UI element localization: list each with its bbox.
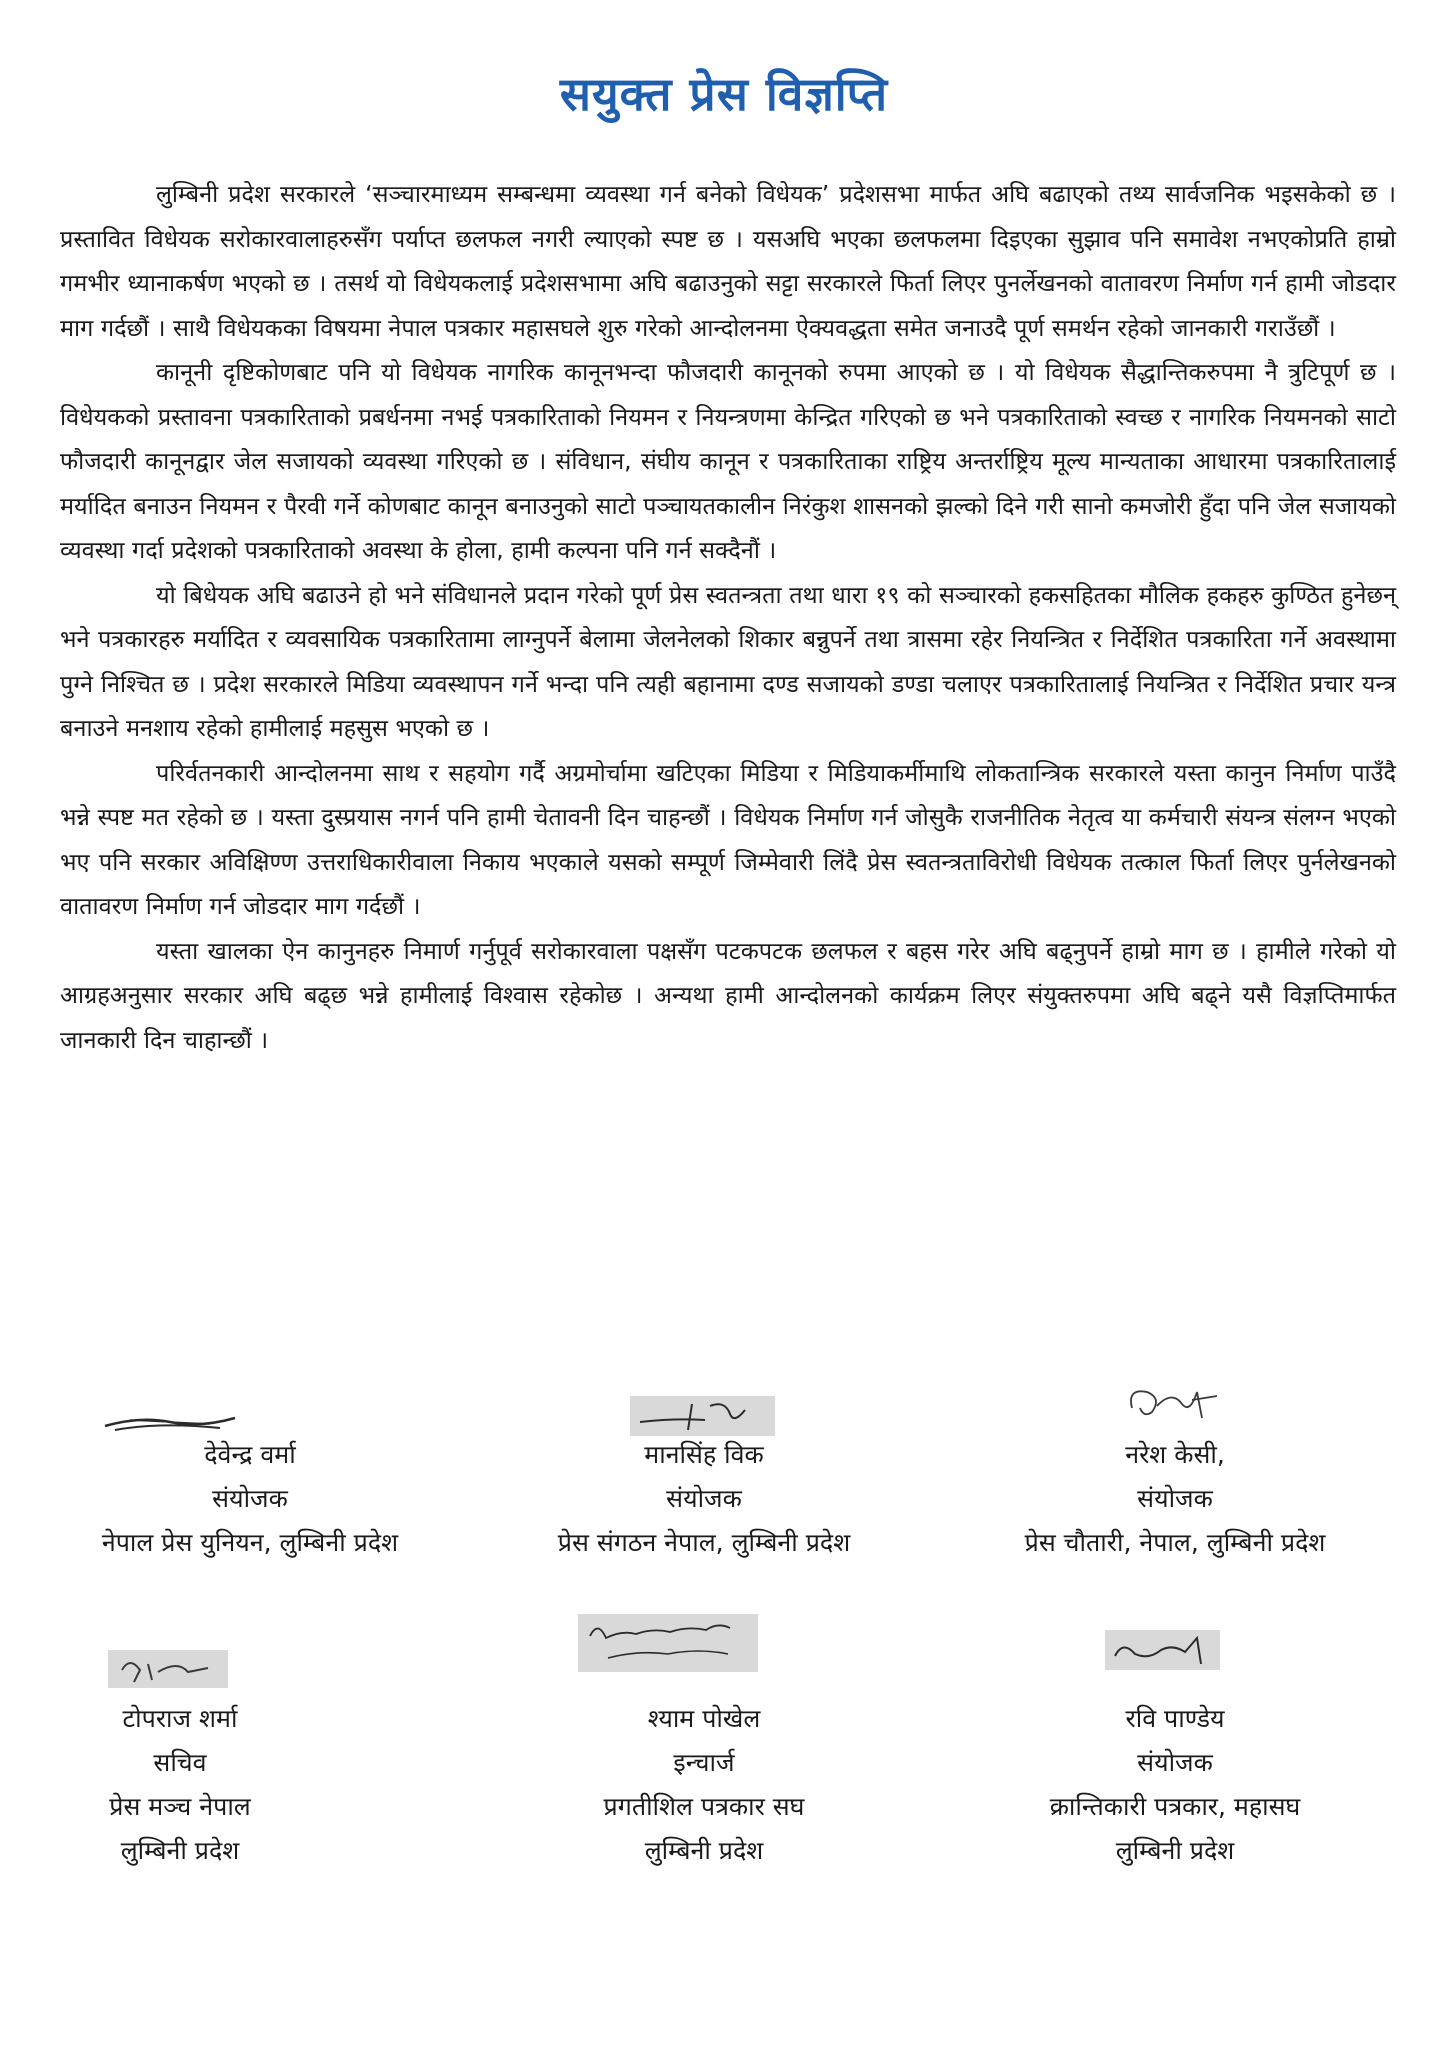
- signatory-block-4: [50, 1697, 310, 1873]
- signatory-org-line2: लुम्बिनी प्रदेश: [120, 1836, 240, 1865]
- signatory-org: नेपाल प्रेस युनियन, लुम्बिनी प्रदेश: [101, 1528, 399, 1557]
- signatory-block-2: [504, 1433, 904, 1565]
- paragraph-2: कानूनी दृष्टिकोणबाट पनि यो विधेयक नागरिक कानूनभन्दा फौजदारी कानूनको रुपमा आएको छ । यो विधेयक सैद्धान्तिकरुपमा नै त्रुटिपूर्ण छ । विधेयकको प्रस्तावना पत्रकारिताको प्रबर्धनमा नभई पत्रकारिताको नियमन र नियन्त्रणमा केन्द्रित गरिएको छ भने पत्रकारिताको स्वच्छ र नागरिक नियमनको साटो फौजदारी कानूनद्वार जेल सजायको व्यवस्था गरिएको छ । संविधान, संघीय कानून र पत्रकारिताका राष्ट्रिय अन्तर्राष्ट्रिय मूल्य मान्यताका आधारमा पत्रकारितालाई मर्यादित बनाउन नियमन र पैरवी गर्ने कोणबाट कानून बनाउनुको साटो पञ्चायतकालीन निरंकुश शासनको झल्को दिने गरी सानो कमजोरी हुँदा पनि जेल सजायको व्यवस्था गर्दा प्रदेशको पत्रकारिताको अवस्था के होला, हामी कल्पना पनि गर्न सक्दैनौं ।: [60, 358, 1396, 564]
- signatory-role: संयोजक: [1137, 1484, 1213, 1513]
- signatory-role: इन्चार्ज: [673, 1748, 735, 1777]
- paragraph-4: परिर्वतनकारी आन्दोलनमा साथ र सहयोग गर्दै अग्रमोर्चामा खटिएका मिडिया र मिडियाकर्मीमाथि लोकतान्त्रिक सरकारले यस्ता कानुन निर्माण पाउँदै भन्ने स्पष्ट मत रहेको छ । यस्ता दुस्प्रयास नगर्न पनि हामी चेतावनी दिन चाहन्छौं । विधेयक निर्माण गर्न जोसुकै राजनीतिक नेतृत्व या कर्मचारी संयन्त्र संलग्न भएको भए पनि सरकार अविक्षिण्ण उत्तराधिकारीवाला निकाय भएकाले यसको सम्पूर्ण जिम्मेवारी लिंदै प्रेस स्वतन्त्रताविरोधी विधेयक तत्काल फिर्ता लिएर पुर्नलेखनको वातावरण निर्माण गर्न जोडदार माग गर्दछौं ।: [60, 758, 1396, 920]
- paragraph-1: लुम्बिनी प्रदेश सरकारले ‘सञ्चारमाध्यम सम्बन्धमा व्यवस्था गर्न बनेको विधेयक’ प्रदेशसभा मार्फत अघि बढाएको तथ्य सार्वजनिक भइसकेको छ । प्रस्तावित विधेयक सरोकारवालाहरुसँग पर्याप्त छलफल नगरी ल्याएको स्पष्ट छ । यसअघि भएका छलफलमा दिइएका सुझाव पनि समावेश नभएकोप्रति हाम्रो गमभीर ध्यानाकर्षण भएको छ । तसर्थ यो विधेयकलाई प्रदेशसभामा अघि बढाउनुको सट्टा सरकारले फिर्ता लिएर पुनर्लेखनको वातावरण निर्माण गर्न हामी जोडदार माग गर्दछौं । साथै विधेयकका विषयमा नेपाल पत्रकार महासघले शुरु गरेको आन्दोलनमा ऐक्यवद्धता समेत जनाउदै पूर्ण समर्थन रहेको जानकारी गराउँछौं ।: [60, 180, 1396, 342]
- signatory-name: रवि पाण्डेय: [1125, 1704, 1225, 1733]
- signatory-org: प्रेस मञ्च नेपाल: [109, 1792, 251, 1821]
- signatory-name: टोपराज शर्मा: [122, 1704, 238, 1733]
- signature-shyam-pokhrel: [578, 1614, 758, 1672]
- press-release-title: सयुक्त प्रेस विज्ञप्ति: [559, 67, 889, 121]
- signatory-role: सचिव: [153, 1748, 207, 1777]
- signature-naresh-kc: [1122, 1378, 1222, 1428]
- paragraph-5: यस्ता खालका ऐन कानुनहरु निमार्ण गर्नुपूर्व सरोकारवाला पक्षसँग पटकपटक छलफल र बहस गरेर अघि बढ्नुपर्ने हाम्रो माग छ । हामीले गरेको यो आग्रहअनुसार सरकार अघि बढ्छ भन्ने हामीलाई विश्वास रहेकोछ । अन्यथा हामी आन्दोलनको कार्यक्रम लिएर संयुक्तरुपमा अघि बढ्ने यसै विज्ञप्तिमार्फत जानकारी दिन चाहान्छौं ।: [60, 936, 1396, 1054]
- signatory-org-line2: लुम्बिनी प्रदेश: [644, 1836, 764, 1865]
- signatory-name: मानसिंह विक: [644, 1440, 764, 1469]
- signature-topraj-sharma: [108, 1650, 228, 1688]
- signatory-org: प्रगतीशिल पत्रकार सघ: [603, 1792, 805, 1821]
- signatory-block-6: [975, 1697, 1375, 1873]
- signatory-block-3: [965, 1433, 1385, 1565]
- signatory-block-1: [50, 1433, 450, 1565]
- signatory-name: नरेश केसी,: [1125, 1440, 1225, 1469]
- signatory-role: संयोजक: [666, 1484, 742, 1513]
- signatory-role: संयोजक: [212, 1484, 288, 1513]
- signatory-name: देवेन्द्र वर्मा: [204, 1440, 296, 1469]
- signatory-org: क्रान्तिकारी पत्रकार, महासघ: [1049, 1792, 1301, 1821]
- signatory-org: प्रेस चौतारी, नेपाल, लुम्बिनी प्रदेश: [1024, 1528, 1326, 1557]
- press-release-body: [60, 172, 1396, 1062]
- signature-mansingh-vik: [630, 1396, 775, 1436]
- signatory-org-line2: लुम्बिनी प्रदेश: [1115, 1836, 1235, 1865]
- signatory-block-5: [504, 1697, 904, 1873]
- signatory-role: संयोजक: [1137, 1748, 1213, 1777]
- signatory-name: श्याम पोखेल: [647, 1704, 761, 1733]
- signature-ravi-pandey: [1105, 1630, 1220, 1670]
- signatory-org: प्रेस संगठन नेपाल, लुम्बिनी प्रदेश: [557, 1528, 851, 1557]
- paragraph-3: यो बिधेयक अघि बढाउने हो भने संविधानले प्रदान गरेको पूर्ण प्रेस स्वतन्त्रता तथा धारा १९ को सञ्चारको हकसहितका मौलिक हकहरु कुण्ठित हुनेछन् भने पत्रकारहरु मर्यादित र व्यवसायिक पत्रकारितामा लाग्नुपर्ने बेलामा जेलनेलको शिकार बन्नुपर्ने तथा त्रासमा रहेर नियन्त्रित र निर्देशित पत्रकारिता गर्ने अवस्थामा पुग्ने निश्चित छ । प्रदेश सरकारले मिडिया व्यवस्थापन गर्ने भन्दा पनि त्यही बहानामा दण्ड सजायको डण्डा चलाएर पत्रकारितालाई नियन्त्रित र निर्देशित प्रचार यन्त्र बनाउने मनशाय रहेको हामीलाई महसुस भएको छ ।: [60, 580, 1396, 742]
